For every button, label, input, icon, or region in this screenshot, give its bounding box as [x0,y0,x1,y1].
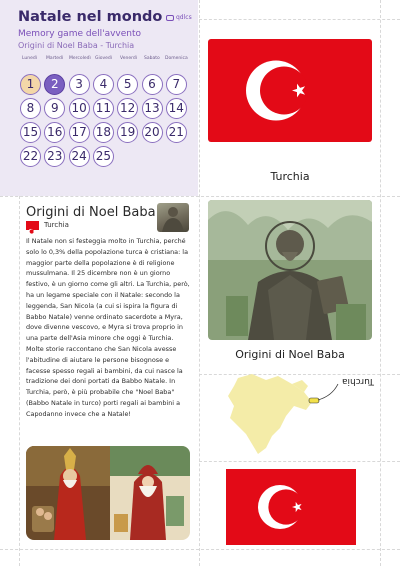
weekday-row [18,56,188,64]
turkey-flag-card-small [226,469,356,545]
calendar-day-16[interactable]: 16 [44,122,65,143]
weekday-label: Venerdì [120,56,137,61]
map-card-label: Turchia [342,376,375,386]
saint-nicholas-painting [26,446,190,540]
article-body: Il Natale non si festeggia molto in Turchia, perché solo lo 0,3% della popolazione turca è cristiana: la maggior parte della popolazione è di religione mussulmana. Il 25 dicembre non è un giorno festivo, è un giorno come gli altri. La Turchia, però, ha un legame speciale con il Natale: secondo la leggenda, San Nicola (a cui si ispira la figura di Babbo Natale) venne ordinato sacerdote a Myra, dove divenne vescovo, e Myra si trova proprio in una parte dell'Asia minore che oggi è Turchia. Molte storie raccontano che San Nicola avesse l'abitudine di aiutare le persone bisognose e facesse spesso regali ai bambini, da cui nasce la tradizione dei doni portati da Babbo Natale. In Turchia, però, è più probabile che "Noel Baba" (Babbo Natale in turco) porti regali ai bambini a Capodanno invece che a Natale! [26,237,190,418]
calendar-day-1[interactable]: 1 [20,74,41,95]
calendar-day-21[interactable]: 21 [166,122,187,143]
calendar-day-8[interactable]: 8 [20,98,41,119]
calendar-day-12[interactable]: 12 [117,98,138,119]
cut-guide [380,0,381,566]
logo-text: qdlcs [176,14,192,21]
calendar-day-19[interactable]: 19 [117,122,138,143]
advent-calendar [20,74,190,174]
weekday-label: Martedì [46,56,64,61]
calendar-day-4[interactable]: 4 [93,74,114,95]
calendar-day-2[interactable]: 2 [44,74,65,95]
weekday-label: Giovedì [95,56,113,61]
calendar-day-22[interactable]: 22 [20,146,41,167]
turkey-flag-icon [26,221,39,230]
article-flag-label: Turchia [44,221,69,229]
article-title: Origini di Noel Baba [26,205,156,220]
calendar-day-23[interactable]: 23 [44,146,65,167]
calendar-day-14[interactable]: 14 [166,98,187,119]
cut-guide [0,549,400,550]
calendar-day-25[interactable]: 25 [93,146,114,167]
calendar-day-24[interactable]: 24 [69,146,90,167]
calendar-day-11[interactable]: 11 [93,98,114,119]
header-panel [0,0,198,196]
calendar-day-15[interactable]: 15 [20,122,41,143]
weekday-label: Domenica [165,56,188,61]
statue-photo [208,200,372,340]
calendar-day-13[interactable]: 13 [142,98,163,119]
weekday-label: Lunedì [22,56,38,61]
calendar-day-7[interactable]: 7 [166,74,187,95]
weekday-label: Mercoledì [69,56,91,61]
brand-logo [166,14,192,21]
calendar-day-6[interactable]: 6 [142,74,163,95]
calendar-day-18[interactable]: 18 [93,122,114,143]
cut-guide [19,196,20,566]
weekday-label: Sabato [144,56,160,61]
saint-nicholas-thumbnail [157,203,189,232]
page-title: Natale nel mondo [18,9,163,25]
calendar-day-10[interactable]: 10 [69,98,90,119]
turkey-flag-card [208,39,372,142]
cut-guide [199,461,400,462]
cut-guide [199,0,200,566]
page-topic: Origini di Noel Baba - Turchia [18,41,135,50]
flag-card-label: Turchia [270,170,310,183]
calendar-day-20[interactable]: 20 [142,122,163,143]
calendar-day-5[interactable]: 5 [117,74,138,95]
cut-guide [0,196,400,197]
logo-icon [166,15,174,21]
cut-guide [199,19,400,20]
photo-card-label: Origini di Noel Baba [235,348,345,361]
page-subtitle: Memory game dell'avvento [18,29,142,39]
calendar-day-3[interactable]: 3 [69,74,90,95]
calendar-day-9[interactable]: 9 [44,98,65,119]
calendar-day-17[interactable]: 17 [69,122,90,143]
